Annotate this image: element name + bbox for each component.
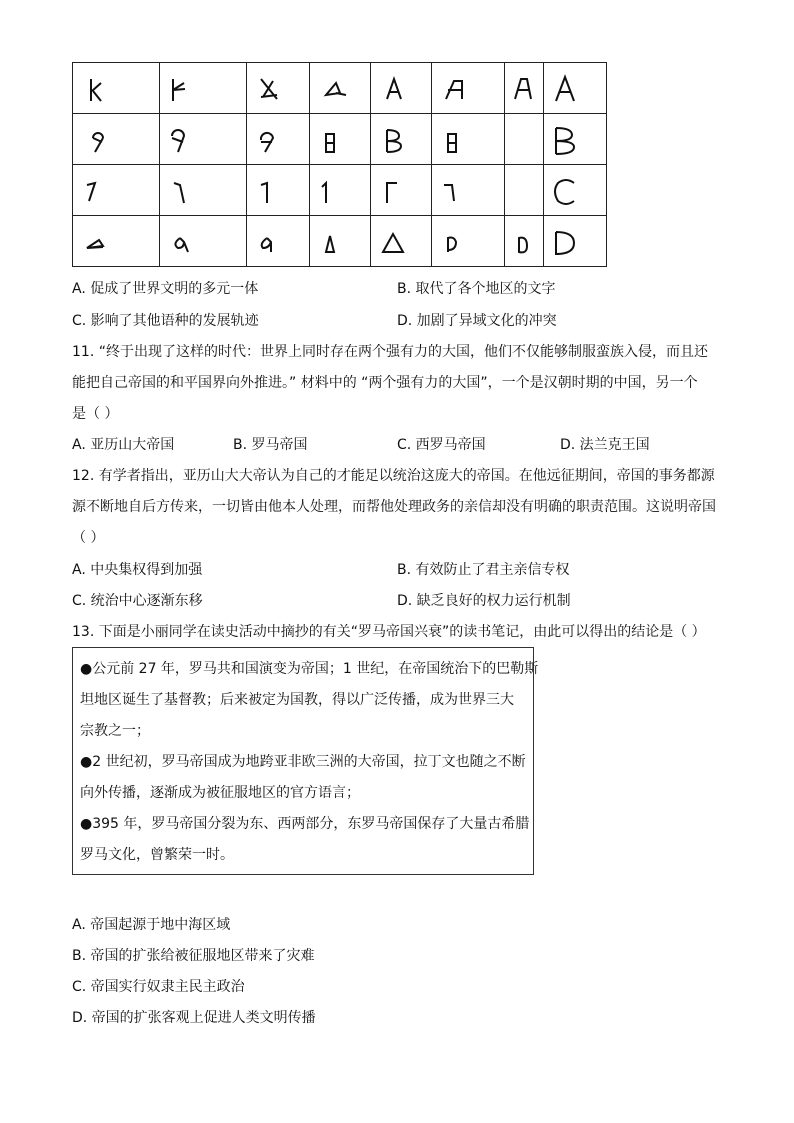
note-line: 向外传播，逐渐成为被征服地区的官方语言； — [80, 785, 360, 801]
q10-option-b[interactable]: B. 取代了各个地区的文字 — [397, 281, 556, 297]
glyph-c-c — [247, 165, 310, 216]
glyph-icon — [160, 216, 246, 268]
glyph-c — [544, 165, 607, 216]
glyph-k-c — [247, 63, 310, 114]
alphabet-evolution-table — [72, 62, 607, 267]
note-line: 罗马文化，曾繁荣一时。 — [80, 847, 234, 863]
glyph-d-e — [371, 216, 432, 267]
glyph-icon — [247, 114, 309, 166]
glyph-icon — [73, 165, 159, 217]
q12-stem-line3: （ ） — [72, 530, 105, 546]
glyph-icon — [544, 63, 606, 115]
glyph-icon — [310, 63, 370, 115]
q12-stem-line2: 源不断地自后方传来，一切皆由他本人处理，而帮他处理政务的亲信却没有明确的职责范围。这说明帝国 — [72, 499, 716, 515]
q12-option-b[interactable]: B. 有效防止了君主亲信专权 — [397, 562, 570, 578]
glyph-icon — [160, 165, 246, 217]
glyph-icon — [544, 114, 606, 166]
glyph-k-a — [73, 63, 160, 114]
q10-option-a[interactable]: A. 促成了世界文明的多元一体 — [72, 281, 259, 297]
glyph-d-b — [160, 216, 247, 267]
glyph-icon — [432, 216, 504, 268]
q13-option-d[interactable]: D. 帝国的扩张客观上促进人类文明传播 — [72, 1010, 316, 1026]
q10-option-d[interactable]: D. 加剧了异域文化的冲突 — [397, 313, 557, 329]
q13-option-c[interactable]: C. 帝国实行奴隶主民主政治 — [72, 979, 245, 995]
q12-option-a[interactable]: A. 中央集权得到加强 — [72, 562, 203, 578]
glyph-b-b — [160, 114, 247, 165]
glyph-b — [544, 114, 607, 165]
q11-stem-line3: 是（ ） — [72, 406, 119, 422]
glyph-icon — [371, 165, 431, 217]
q13-option-b[interactable]: B. 帝国的扩张给被征服地区带来了灾难 — [72, 948, 315, 964]
q11-option-b[interactable]: B. 罗马帝国 — [233, 437, 308, 453]
note-line: 坦地区诞生了基督教；后来被定为国教，得以广泛传播，成为世界三大 — [80, 692, 514, 708]
glyph-b-e — [371, 114, 432, 165]
glyph-b-c — [247, 114, 310, 165]
glyph-b-d — [310, 114, 371, 165]
glyph-empty — [505, 114, 544, 165]
glyph-icon — [432, 63, 504, 115]
glyph-d-g — [505, 216, 544, 267]
glyph-c-f — [432, 165, 505, 216]
q12-option-c[interactable]: C. 统治中心逐渐东移 — [72, 593, 203, 609]
glyph-a-d — [505, 63, 544, 114]
glyph-c-d — [310, 165, 371, 216]
glyph-c-a — [73, 165, 160, 216]
glyph-icon — [160, 63, 246, 115]
glyph-a — [544, 63, 607, 114]
glyph-icon — [432, 165, 504, 217]
glyph-empty — [505, 165, 544, 216]
glyph-b-a — [73, 114, 160, 165]
glyph-row-k-a — [73, 63, 607, 114]
glyph-d-c — [247, 216, 310, 267]
glyph-icon — [73, 114, 159, 166]
glyph-icon — [432, 114, 504, 166]
glyph-row-c — [73, 165, 607, 216]
glyph-icon — [371, 114, 431, 166]
glyph-c-b — [160, 165, 247, 216]
glyph-icon — [544, 165, 606, 217]
q11-option-c[interactable]: C. 西罗马帝国 — [397, 437, 486, 453]
glyph-row-d — [73, 216, 607, 267]
note-line: 宗教之一； — [80, 723, 150, 739]
glyph-icon — [73, 63, 159, 115]
q10-option-c[interactable]: C. 影响了其他语种的发展轨迹 — [72, 313, 259, 329]
glyph-a-a — [310, 63, 371, 114]
glyph-row-b — [73, 114, 607, 165]
note-line: ●公元前 27 年，罗马共和国演变为帝国；1 世纪，在帝国统治下的巴勒斯 — [80, 661, 539, 677]
glyph-c-e — [371, 165, 432, 216]
q12-stem-line1: 12. 有学者指出，亚历山大大帝认为自己的才能足以统治这庞大的帝国。在他远征期间，帝国的事务都源 — [72, 468, 715, 484]
q13-option-a[interactable]: A. 帝国起源于地中海区域 — [72, 917, 231, 933]
glyph-icon — [247, 165, 309, 217]
q11-option-a[interactable]: A. 亚历山大帝国 — [72, 437, 175, 453]
glyph-icon — [310, 165, 370, 217]
glyph-icon — [310, 216, 370, 268]
q13-stem: 13. 下面是小丽同学在读史活动中摘抄的有关“罗马帝国兴衰”的读书笔记，由此可以得出的结论是（ ） — [72, 624, 706, 640]
q11-stem-line2: 能把自己帝国的和平国界向外推进。” 材料中的 “两个强有力的大国”，一个是汉朝时期的中国，另一个 — [72, 375, 698, 391]
glyph-icon — [544, 216, 606, 268]
glyph-d-d — [310, 216, 371, 267]
glyph-k-b — [160, 63, 247, 114]
note-line: ●2 世纪初，罗马帝国成为地跨亚非欧三洲的大帝国，拉丁文也随之不断 — [80, 754, 526, 770]
glyph-a-c — [432, 63, 505, 114]
glyph-icon — [247, 63, 309, 115]
q11-option-d[interactable]: D. 法兰克王国 — [560, 437, 650, 453]
glyph-icon — [247, 216, 309, 268]
glyph-b-f — [432, 114, 505, 165]
glyph-icon — [160, 114, 246, 166]
glyph-icon — [73, 216, 159, 268]
glyph-a-b — [371, 63, 432, 114]
note-line: ●395 年，罗马帝国分裂为东、西两部分，东罗马帝国保存了大量古希腊 — [80, 816, 530, 832]
glyph-d-a — [73, 216, 160, 267]
glyph-icon — [371, 63, 431, 115]
glyph-d-f — [432, 216, 505, 267]
glyph-icon — [505, 63, 543, 115]
q12-option-d[interactable]: D. 缺乏良好的权力运行机制 — [397, 593, 571, 609]
glyph-d — [544, 216, 607, 267]
glyph-icon — [371, 216, 431, 268]
glyph-icon — [505, 216, 543, 268]
glyph-icon — [310, 114, 370, 166]
q11-stem-line1: 11. “终于出现了这样的时代：世界上同时存在两个强有力的大国，他们不仅能够制服蛮族入侵，而且还 — [72, 344, 708, 360]
